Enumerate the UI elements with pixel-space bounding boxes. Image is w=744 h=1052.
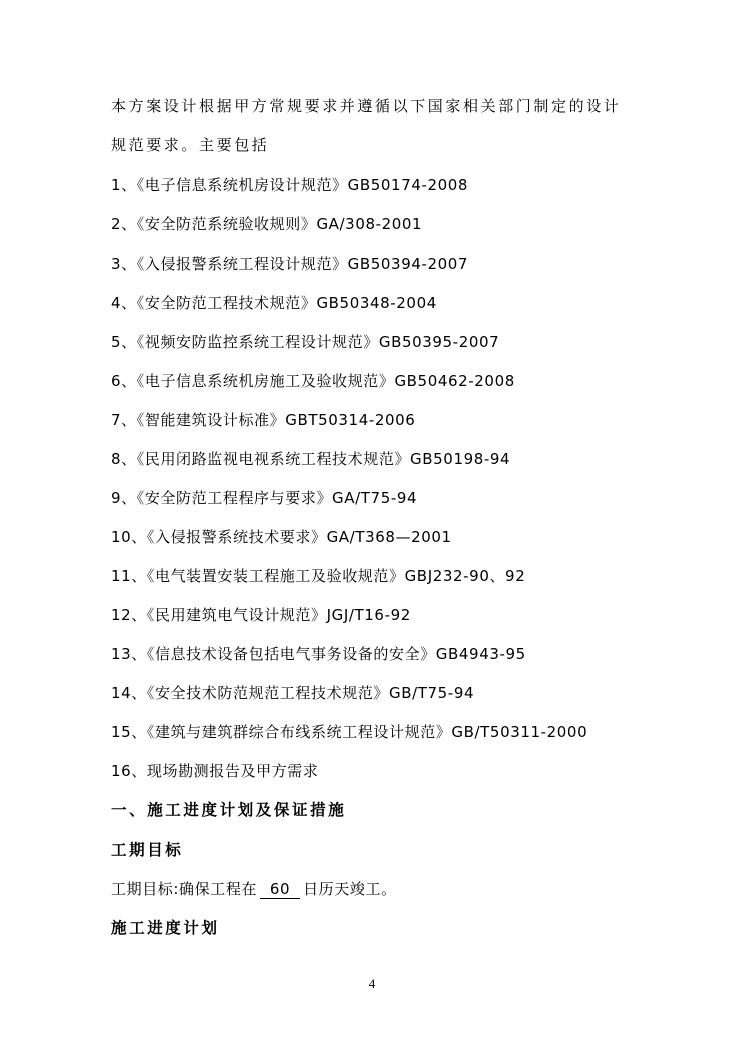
standard-item-11: 11、《电气装置安装工程施工及验收规范》GBJ232-90、92 <box>111 567 526 585</box>
standard-item-13: 13、《信息技术设备包括电气事务设备的安全》GB4943-95 <box>111 645 526 663</box>
standard-item-10: 10、《入侵报警系统技术要求》GA/T368—2001 <box>111 528 452 546</box>
schedule-goal-sentence <box>111 879 397 899</box>
standard-item-2: 2、《安全防范系统验收规则》GA/308-2001 <box>111 215 423 233</box>
goal-suffix: 日历天竣工。 <box>303 880 397 898</box>
intro-line-1: 本方案设计根据甲方常规要求并遵循以下国家相关部门制定的设计 <box>111 97 622 115</box>
subheading-schedule-goal: 工期目标 <box>111 841 184 859</box>
standard-item-4: 4、《安全防范工程技术规范》GB50348-2004 <box>111 294 437 312</box>
goal-prefix: 工期目标:确保工程在 <box>111 880 258 898</box>
standard-item-1: 1、《电子信息系统机房设计规范》GB50174-2008 <box>111 176 469 194</box>
page-number: 4 <box>368 976 376 991</box>
standard-item-8: 8、《民用闭路监视电视系统工程技术规范》GB50198-94 <box>111 450 511 468</box>
standard-item-7: 7、《智能建筑设计标准》GBT50314-2006 <box>111 411 416 429</box>
intro-line-2: 规范要求。主要包括 <box>111 136 270 154</box>
standard-item-6: 6、《电子信息系统机房施工及验收规范》GB50462-2008 <box>111 372 515 390</box>
subheading-schedule-plan: 施工进度计划 <box>111 919 220 937</box>
standard-item-12: 12、《民用建筑电气设计规范》JGJ/T16-92 <box>111 606 411 624</box>
section-heading: 一、施工进度计划及保证措施 <box>111 801 347 819</box>
standard-item-3: 3、《入侵报警系统工程设计规范》GB50394-2007 <box>111 255 469 273</box>
standard-item-5: 5、《视频安防监控系统工程设计规范》GB50395-2007 <box>111 333 500 351</box>
standard-item-15: 15、《建筑与建筑群综合布线系统工程设计规范》GB/T50311-2000 <box>111 723 588 741</box>
standard-item-14: 14、《安全技术防范规范工程技术规范》GB/T75-94 <box>111 684 475 702</box>
goal-days-value: 60 <box>260 881 300 899</box>
standard-item-9: 9、《安全防范工程程序与要求》GA/T75-94 <box>111 489 418 507</box>
standard-item-16: 16、现场勘测报告及甲方需求 <box>111 762 319 780</box>
